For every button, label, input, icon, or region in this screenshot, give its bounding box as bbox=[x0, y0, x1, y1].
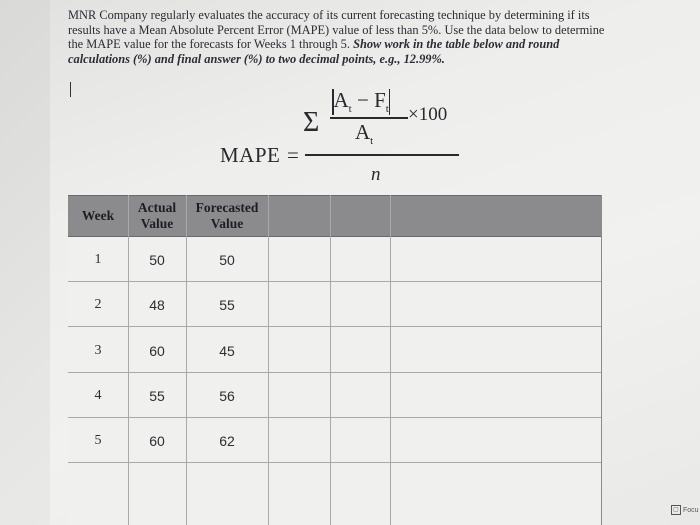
cell-week[interactable]: 4 bbox=[94, 388, 102, 403]
header-actual: Actual Value bbox=[137, 200, 177, 231]
formula-sub-t3: t bbox=[370, 135, 374, 148]
formula-lhs: MAPE bbox=[220, 143, 281, 167]
focus-icon: ▢ bbox=[671, 505, 681, 515]
cell-actual[interactable]: 48 bbox=[149, 297, 165, 313]
row-divider bbox=[68, 372, 602, 373]
row-divider bbox=[68, 417, 602, 418]
table-right-border bbox=[601, 195, 602, 525]
formula-actual: A bbox=[333, 88, 349, 112]
formula-times-100: ×100 bbox=[408, 104, 448, 125]
problem-text: MNR Company regularly evaluates the accuracy of its current forecasting technique by determining if its results have a Mean Absolute Percent Error (MAPE) value of less than 5%. Use the data below to determine the MAPE value for the forecasts for Weeks 1 through 5. bbox=[68, 8, 605, 52]
cell-actual[interactable]: 50 bbox=[149, 252, 165, 268]
cell-forecasted[interactable]: 45 bbox=[219, 343, 235, 359]
formula-equals: = bbox=[287, 143, 299, 167]
cell-week[interactable]: 3 bbox=[94, 343, 102, 358]
text-cursor bbox=[70, 82, 71, 97]
formula-numerator bbox=[330, 88, 392, 115]
cell-forecasted[interactable]: 56 bbox=[219, 388, 235, 404]
main-fraction-bar bbox=[305, 154, 459, 156]
cell-actual[interactable]: 60 bbox=[149, 343, 165, 359]
cell-forecasted[interactable]: 62 bbox=[219, 433, 235, 449]
inner-fraction-bar bbox=[330, 117, 408, 119]
table-header bbox=[68, 195, 602, 237]
cell-week[interactable]: 1 bbox=[94, 252, 102, 267]
formula-denominator-a: A bbox=[355, 120, 371, 144]
mape-formula bbox=[210, 88, 480, 198]
problem-statement bbox=[68, 8, 608, 66]
cell-forecasted[interactable]: 55 bbox=[219, 297, 235, 313]
formula-denominator bbox=[355, 120, 373, 147]
formula-minus: − bbox=[356, 88, 369, 112]
cell-actual[interactable]: 60 bbox=[149, 433, 165, 449]
row-divider bbox=[68, 281, 602, 282]
formula-sub-t2: t bbox=[385, 103, 389, 116]
cell-forecasted[interactable]: 50 bbox=[219, 252, 235, 268]
header-week: Week bbox=[81, 208, 115, 223]
problem-instruction: Show work in the table below and round calculations (%) and final answer (%) to two decimal points, e.g., 12.99%. bbox=[68, 37, 560, 66]
cell-actual[interactable]: 55 bbox=[149, 388, 165, 404]
focus-label: Focu bbox=[683, 506, 699, 514]
cell-week[interactable]: 2 bbox=[94, 297, 102, 312]
formula-sub-t1: t bbox=[348, 103, 352, 116]
col-divider bbox=[390, 195, 391, 525]
col-divider bbox=[268, 195, 269, 525]
cell-week[interactable]: 5 bbox=[94, 433, 102, 448]
header-forecasted: Forecasted Value bbox=[195, 200, 259, 231]
col-divider bbox=[330, 195, 331, 525]
row-divider bbox=[68, 462, 602, 463]
row-divider bbox=[68, 326, 602, 327]
col-divider bbox=[128, 195, 129, 525]
col-divider bbox=[186, 195, 187, 525]
focus-mode-badge[interactable] bbox=[671, 505, 699, 515]
abs-bar-right bbox=[389, 89, 391, 115]
formula-forecast: F bbox=[374, 88, 386, 112]
formula-sigma: Σ bbox=[303, 107, 320, 138]
work-table bbox=[68, 195, 602, 525]
formula-n: n bbox=[371, 164, 381, 185]
